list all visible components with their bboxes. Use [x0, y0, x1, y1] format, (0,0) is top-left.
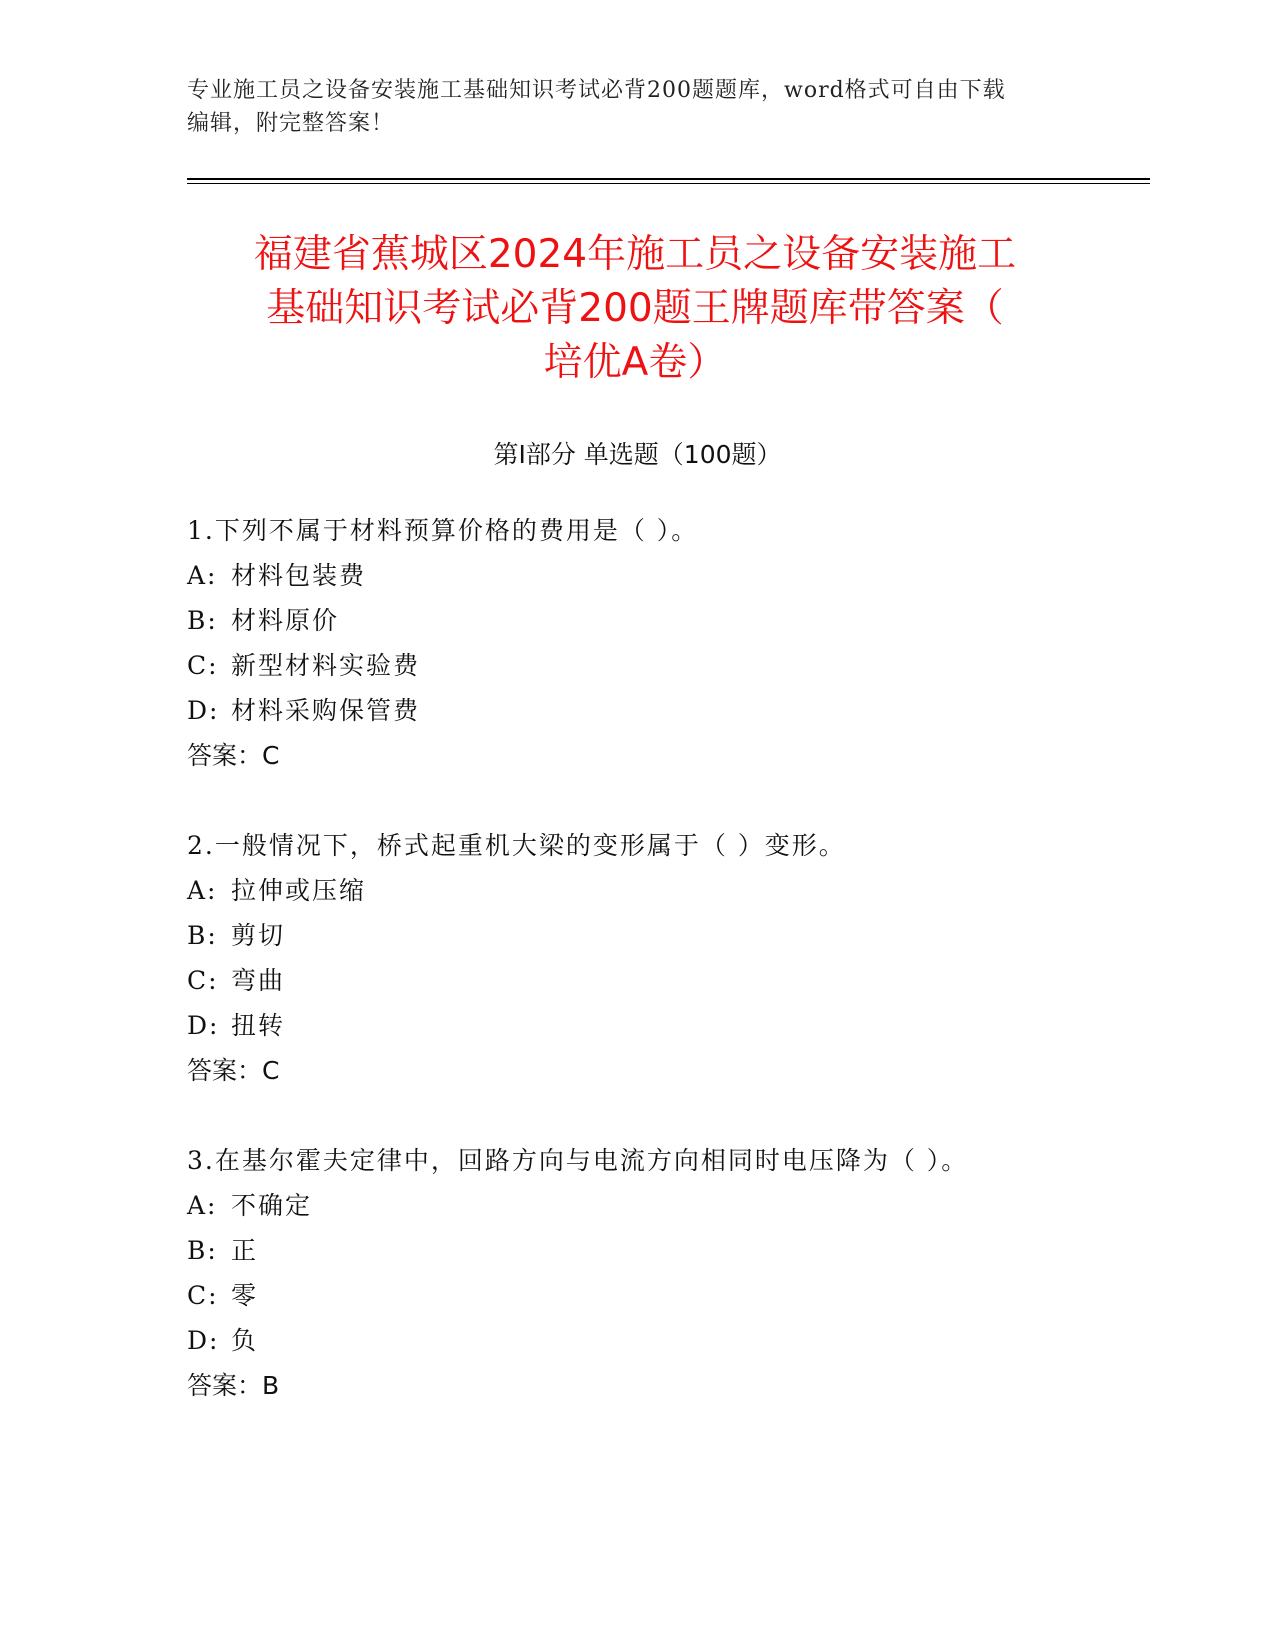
option-text: 零 [231, 1281, 259, 1310]
question-stem: 1.下列不属于材料预算价格的费用是（ ）。 [187, 516, 699, 545]
option-c [187, 643, 1187, 688]
header-note-line1: 专业施工员之设备安装施工基础知识考试必背200题题库，word格式可自由下载 [187, 78, 1006, 103]
option-letter: C: [187, 651, 219, 680]
option-letter: D: [187, 1326, 220, 1355]
option-letter: A: [187, 561, 218, 590]
answer-line: 答案：C [187, 741, 280, 770]
header-rule-thick [187, 178, 1150, 180]
option-d [187, 1318, 1187, 1363]
option-letter: D: [187, 1011, 220, 1040]
option-text: 材料原价 [231, 606, 340, 635]
option-letter: B: [187, 1236, 218, 1265]
option-letter: C: [187, 1281, 219, 1310]
question-stem: 3.在基尔霍夫定律中，回路方向与电流方向相同时电压降为（ ）。 [187, 1146, 969, 1175]
option-letter: D: [187, 696, 220, 725]
section-title: 第Ⅰ部分 单选题（100题） [493, 440, 782, 469]
option-text: 材料包装费 [231, 561, 367, 590]
option-text: 负 [231, 1326, 259, 1355]
header-note-line2: 编辑，附完整答案！ [187, 111, 395, 136]
option-letter: B: [187, 921, 218, 950]
document-title-line2: 基础知识考试必背200题王牌题库带答案（ [266, 286, 1004, 331]
question-3 [187, 1138, 1187, 1408]
option-text: 拉伸或压缩 [231, 876, 367, 905]
option-a [187, 868, 1187, 913]
question-2 [187, 823, 1187, 1093]
option-text: 不确定 [231, 1191, 313, 1220]
answer-line: 答案：B [187, 1371, 280, 1400]
document-title-line1: 福建省蕉城区2024年施工员之设备安装施工 [253, 232, 1017, 277]
option-a [187, 553, 1187, 598]
option-b [187, 913, 1187, 958]
question-1 [187, 508, 1187, 778]
option-text: 扭转 [231, 1011, 286, 1040]
option-b [187, 1228, 1187, 1273]
option-text: 剪切 [231, 921, 286, 950]
option-d [187, 688, 1187, 733]
document-title [160, 228, 1110, 390]
option-text: 正 [231, 1236, 259, 1265]
option-letter: B: [187, 606, 218, 635]
option-c [187, 1273, 1187, 1318]
answer-line: 答案：C [187, 1056, 280, 1085]
option-letter: C: [187, 966, 219, 995]
document-title-line3: 培优A卷） [543, 340, 727, 385]
header-note [187, 74, 1087, 140]
option-d [187, 1003, 1187, 1048]
option-text: 新型材料实验费 [231, 651, 421, 680]
option-text: 材料采购保管费 [231, 696, 421, 725]
question-stem: 2.一般情况下，桥式起重机大梁的变形属于（ ）变形。 [187, 831, 846, 860]
header-rule-thin [187, 183, 1150, 184]
option-letter: A: [187, 1191, 218, 1220]
option-b [187, 598, 1187, 643]
option-c [187, 958, 1187, 1003]
option-a [187, 1183, 1187, 1228]
option-text: 弯曲 [231, 966, 286, 995]
option-letter: A: [187, 876, 218, 905]
